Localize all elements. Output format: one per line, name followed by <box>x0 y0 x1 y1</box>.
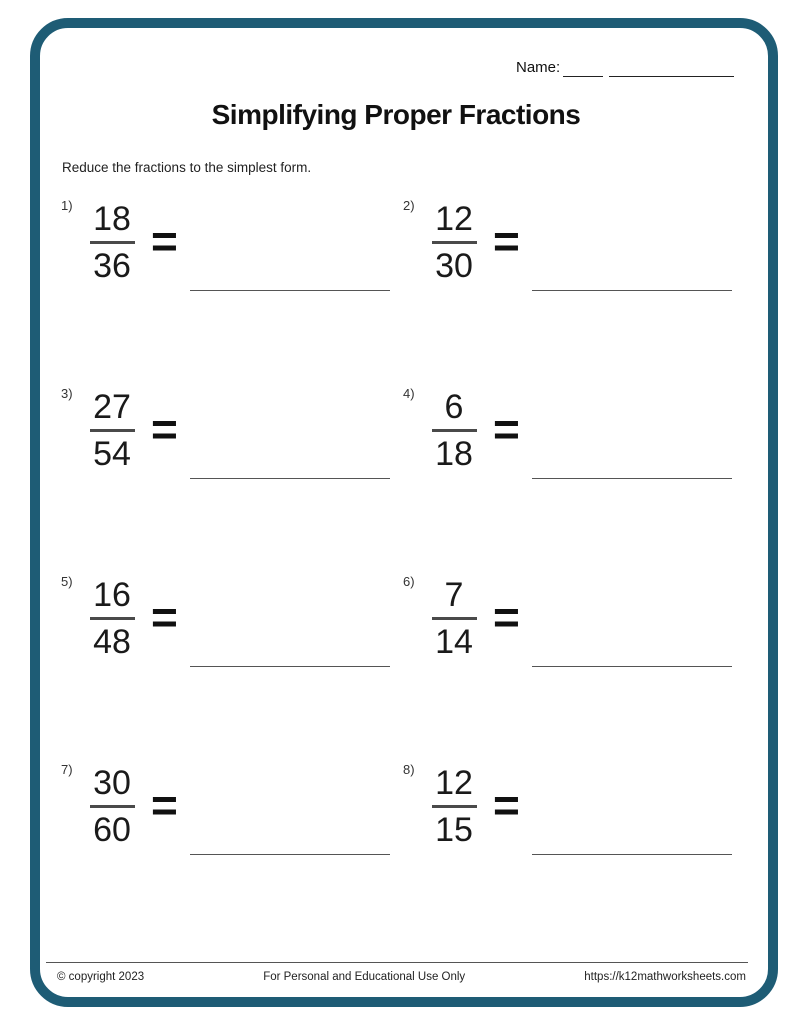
fraction-bar <box>90 241 135 244</box>
fraction-bar <box>90 429 135 432</box>
fraction <box>67 762 157 851</box>
fraction-numerator: 12 <box>435 764 473 802</box>
fraction <box>409 574 499 663</box>
problem-3 <box>55 384 395 486</box>
name-blank-line[interactable] <box>563 59 603 77</box>
answer-blank-line[interactable] <box>190 760 390 855</box>
problem-number: 5) <box>61 574 73 589</box>
fraction-bar <box>432 429 477 432</box>
fraction-denominator: 15 <box>435 810 473 849</box>
name-blank-line[interactable] <box>609 59 734 77</box>
instructions-text: Reduce the fractions to the simplest form. <box>62 160 312 175</box>
name-field <box>516 59 734 77</box>
fraction <box>67 574 157 663</box>
problem-2 <box>397 196 737 298</box>
fraction-numerator: 12 <box>435 200 473 238</box>
problem-number: 3) <box>61 386 73 401</box>
answer-blank-line[interactable] <box>190 384 390 479</box>
fraction-bar <box>90 617 135 620</box>
equals-sign: = <box>151 215 178 267</box>
equals-sign: = <box>493 779 520 831</box>
copyright-text: © copyright 2023 <box>57 971 145 983</box>
problem-number: 6) <box>403 574 415 589</box>
fraction-denominator: 48 <box>93 622 131 661</box>
fraction-denominator: 30 <box>435 246 473 285</box>
footer-divider <box>46 962 748 963</box>
fraction <box>409 762 499 851</box>
fraction <box>67 386 157 475</box>
fraction-numerator: 18 <box>93 200 131 238</box>
answer-blank-line[interactable] <box>532 196 732 291</box>
problem-number: 2) <box>403 198 415 213</box>
fraction <box>409 198 499 287</box>
answer-blank-line[interactable] <box>532 760 732 855</box>
fraction-numerator: 7 <box>444 576 464 614</box>
problem-5 <box>55 572 395 674</box>
problem-number: 4) <box>403 386 415 401</box>
fraction <box>67 198 157 287</box>
problem-number: 7) <box>61 762 73 777</box>
equals-sign: = <box>493 403 520 455</box>
fraction-denominator: 18 <box>435 434 473 473</box>
usage-text: For Personal and Educational Use Only <box>263 971 466 983</box>
answer-blank-line[interactable] <box>190 572 390 667</box>
page-title: Simplifying Proper Fractions <box>211 99 581 130</box>
equals-sign: = <box>151 779 178 831</box>
equals-sign: = <box>493 591 520 643</box>
name-label: Name: <box>516 59 561 76</box>
fraction-numerator: 6 <box>444 388 464 426</box>
website-url[interactable]: https://k12mathworksheets.com <box>584 971 746 983</box>
fraction-bar <box>432 241 477 244</box>
problem-4 <box>397 384 737 486</box>
fraction-bar <box>432 805 477 808</box>
fraction-denominator: 60 <box>93 810 131 849</box>
problem-8 <box>397 760 737 862</box>
answer-blank-line[interactable] <box>532 384 732 479</box>
fraction-bar <box>90 805 135 808</box>
problem-number: 8) <box>403 762 415 777</box>
problem-6 <box>397 572 737 674</box>
fraction-numerator: 16 <box>93 576 131 614</box>
equals-sign: = <box>151 591 178 643</box>
fraction-bar <box>432 617 477 620</box>
fraction-numerator: 27 <box>93 388 131 426</box>
problem-7 <box>55 760 395 862</box>
answer-blank-line[interactable] <box>190 196 390 291</box>
fraction-denominator: 54 <box>93 434 131 473</box>
footer <box>46 969 748 985</box>
answer-blank-line[interactable] <box>532 572 732 667</box>
fraction-denominator: 14 <box>435 622 473 661</box>
fraction-numerator: 30 <box>93 764 131 802</box>
fraction <box>409 386 499 475</box>
equals-sign: = <box>151 403 178 455</box>
problem-1 <box>55 196 395 298</box>
problem-number: 1) <box>61 198 73 213</box>
fraction-denominator: 36 <box>93 246 131 285</box>
equals-sign: = <box>493 215 520 267</box>
